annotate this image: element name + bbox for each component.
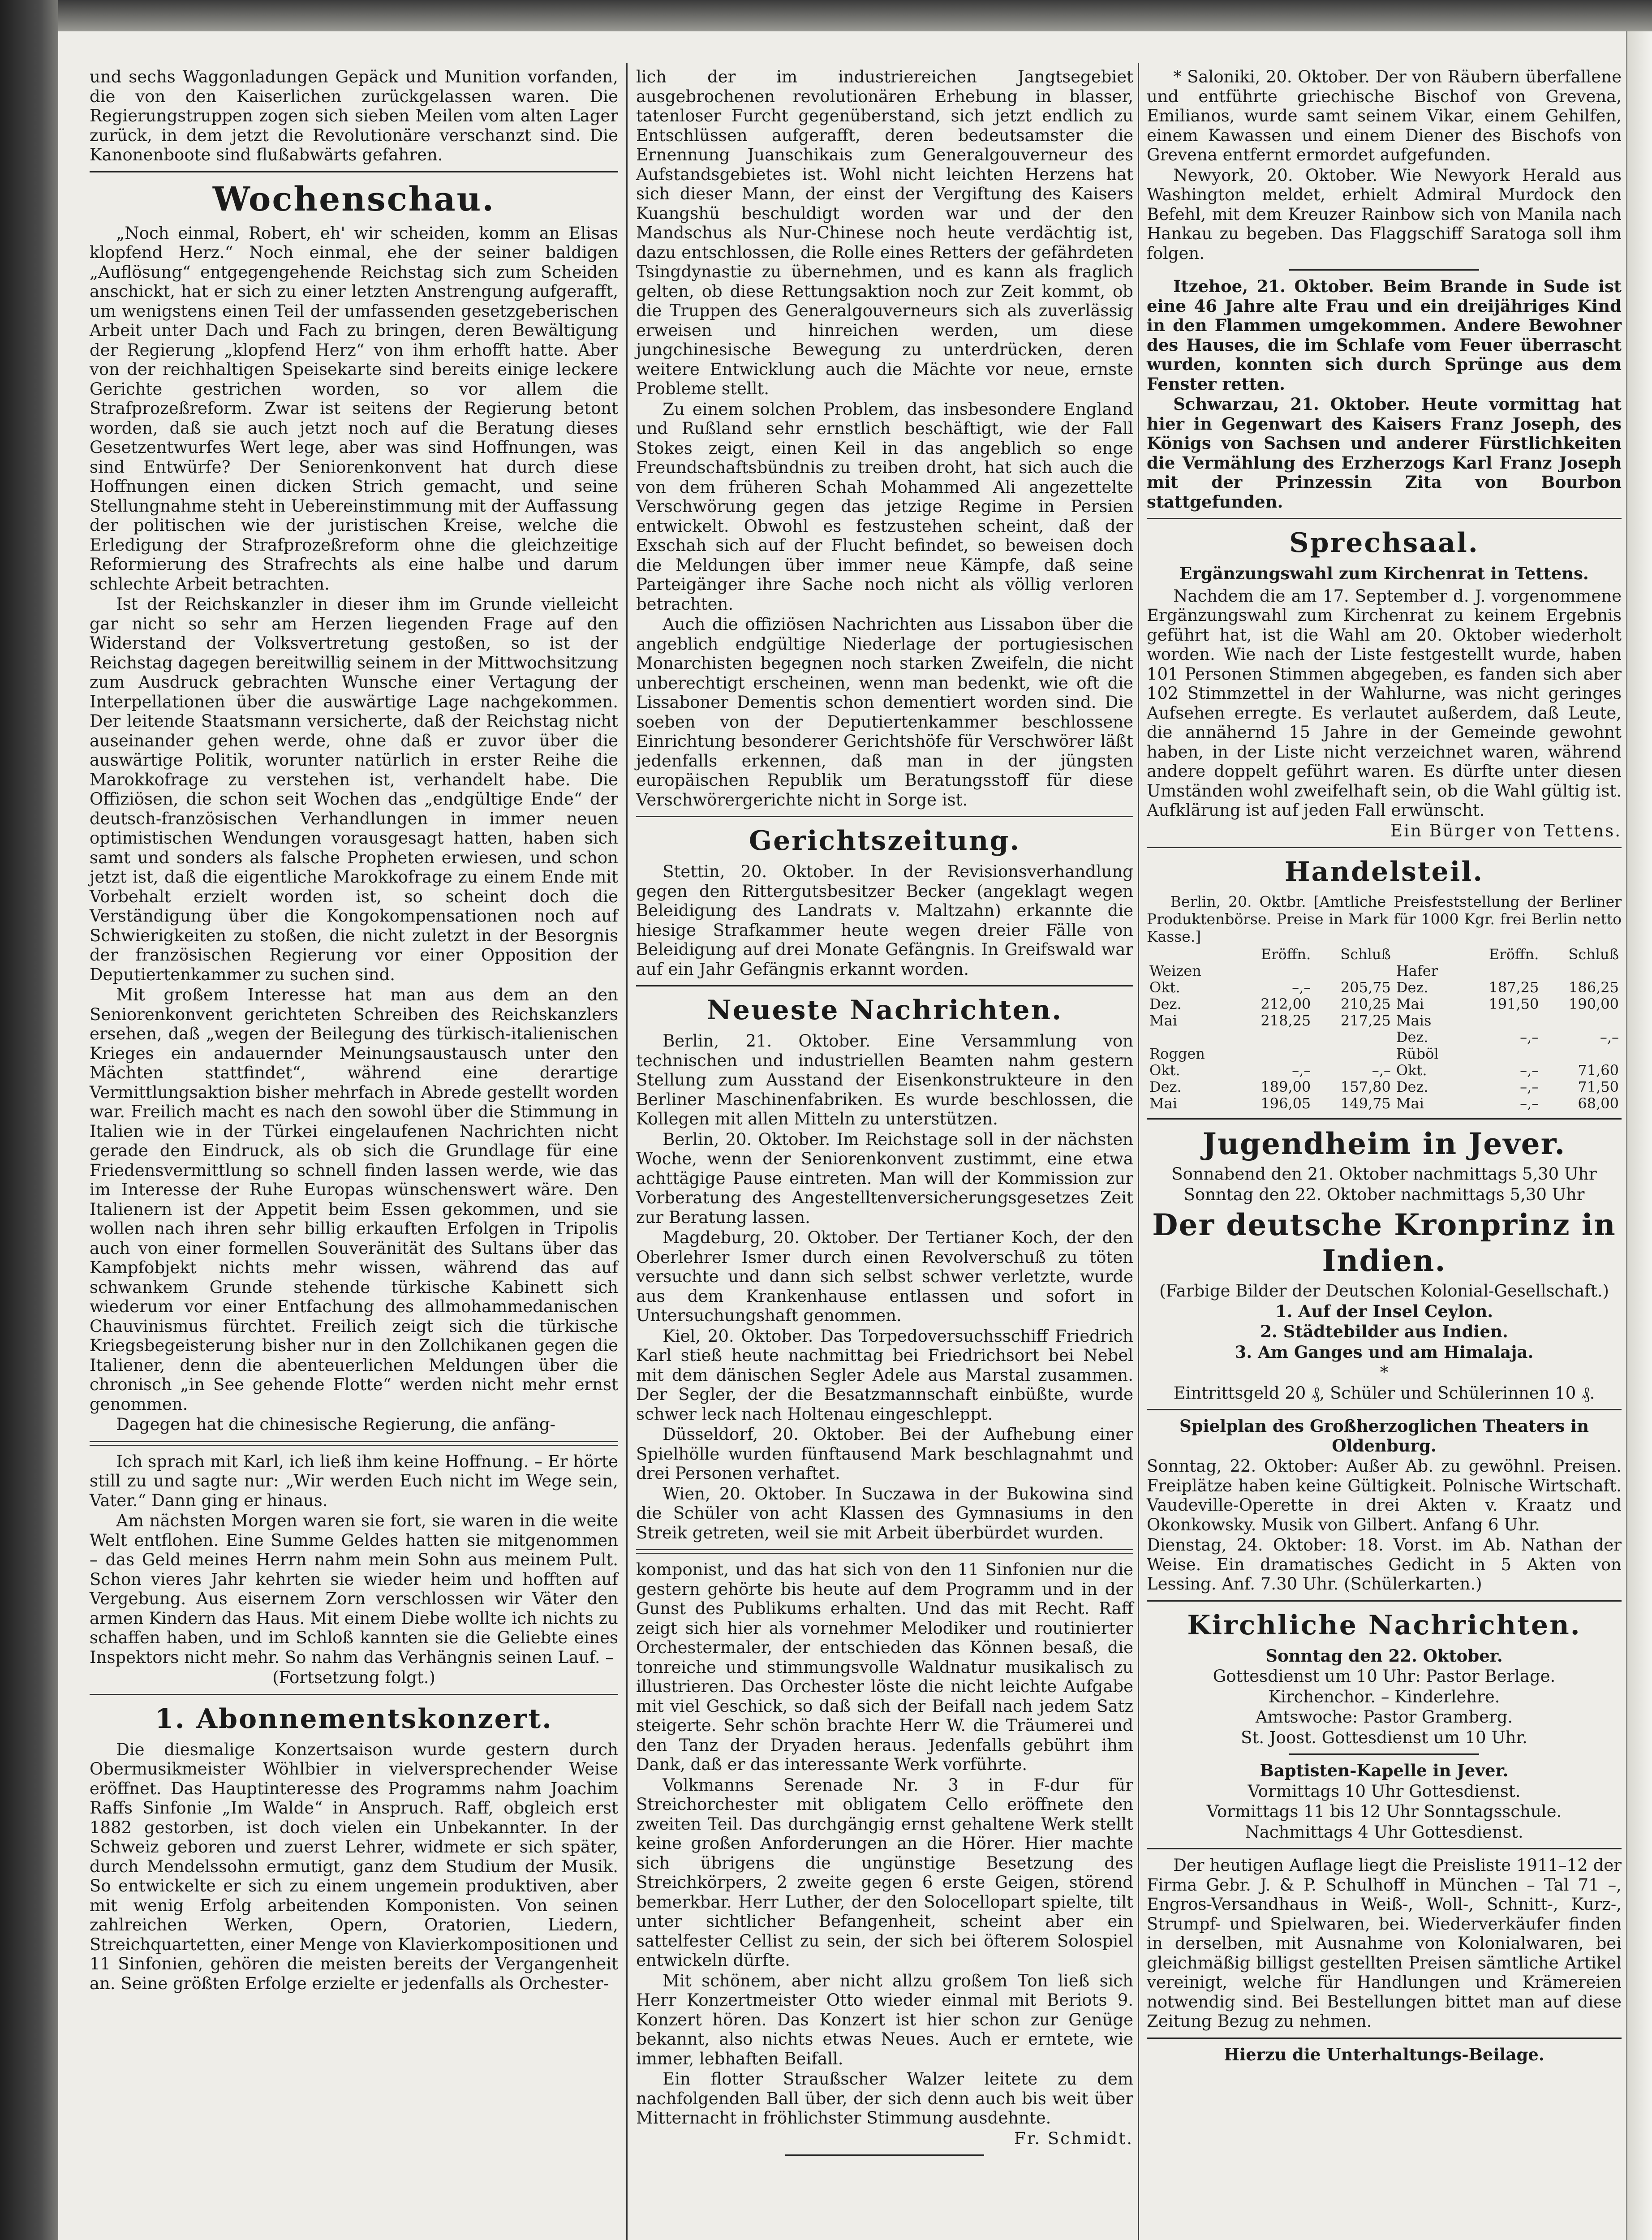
table-cell: Dez. [1396,1029,1428,1046]
table-cell: –,– [1520,1029,1539,1046]
table-cell: –,– [1292,1062,1311,1079]
table-header: Schluß [1340,946,1391,963]
table-cell: 157,80 [1340,1078,1391,1095]
table-cell: –,– [1520,1078,1539,1095]
table-cell: –,– [1520,1062,1539,1079]
theater-entry: Dienstag, 24. Oktober: 18. Vorst. im Ab. Nathan der Weise. Ein dramatisches Gedicht in 5 Akten von Lessing. Anf. 7.30 Uhr. (Schülerkarten.) [1147,1535,1622,1594]
section-heading-wochenschau: Wochenschau. [212,180,495,219]
price-table [1147,946,1622,1112]
ad-line: Sonnabend den 21. Oktober nachmittags 5,30 Uhr [1171,1164,1597,1184]
table-cell [1234,963,1314,979]
table-cell: Mai [1149,1012,1178,1029]
table-row [1147,1046,1622,1062]
table-cell [1234,1029,1314,1046]
section-rule [90,1694,618,1695]
church-line: Kirchenchor. – Kinderlehre. [1268,1687,1500,1706]
table-cell [1234,1046,1314,1062]
ad-line: Sonntag den 22. Oktober nachmittags 5,30 Uhr [1183,1185,1585,1204]
baptist-line: Vormittags 10 Uhr Gottesdienst. [1248,1781,1521,1801]
table-cell: Dez. [1396,979,1428,996]
paragraph: Auch die offiziösen Nachrichten aus Lissabon über die angeblich endgültige Niederlage der portugiesischen Monarchisten begegnen noch starken Zweifeln, die nicht unberechtigt erscheinen, wenn man bedenkt, wie oft die Lissaboner Dementis schon dementiert worden sind. Die soeben von der Deputiertenkammer beschlossene Einrichtung besonderer Gerichtshöfe für Verschwörer läßt jedenfalls erkennen, daß man in der jüngsten europäischen Republik um Beratungsstoff für diese Verschwörergerichte nicht in Sorge ist. [636,615,1133,810]
column-right [1147,67,1622,2065]
ad-title-jugendheim: Jugendheim in Jever. [1202,1126,1566,1161]
paragraph: Mit großem Interesse hat man aus dem an den Seniorenkonvent gerichteten Schreiben des Reichskanzlers ersehen, daß „wegen der Beilegung des türkisch-italienischen Krieges ein andauernder Meinungsaustausch unter den Mächten stattfindet“, während eine derartige Vermittlungsaktion bisher mehrfach in Abrede gestellt worden war. Freilich macht es nach den sowohl über die Stimmung in Italien wie in der Türkei eingelaufenen Nachrichten nicht gerade den Eindruck, als ob sich die Grundlage für eine Friedensvermittlung so schnell finden lassen werde, wie das im Interesse der Ruhe Europas wünschenswert wäre. Den Italienern ist der Appetit beim Essen gekommen, und sie wollen nach ihren sehr billig erkauften Erfolgen in Tripolis auch von einer formellen Souveränität des Sultans über das Kampfobjekt nichts mehr wissen, während das auf schwankem Grunde stehende türkische Kabinett sich wiederum vor einer Entfachung des allmohammedanischen Chauvinismus fürchtet. Freilich zeigt sich die türkische Kriegsbegeisterung bisher nur in den Zollchikanen gegen die Italiener, denn die abenteuerlichen Meldungen über die chronisch „in See gehende Flotte“ werden nicht mehr ernst genommen. [90,985,618,1414]
letter-signature: Ein Bürger von Tettens. [1390,821,1622,840]
table-row [1147,1029,1622,1046]
table-cell [1541,1012,1622,1029]
table-cell: 210,25 [1340,995,1391,1012]
table-cell: Dez. [1149,1078,1182,1095]
news-item: Wien, 20. Oktober. In Suczawa in der Bukowina sind die Schüler von acht Klassen des Gymnasiums in den Streik getreten, weil sie mit Arbeit überbürdet wurden. [636,1484,1133,1542]
table-cell: 190,00 [1569,995,1619,1012]
table-cell: 212,00 [1261,995,1311,1012]
section-rule [1147,847,1622,848]
news-item: Berlin, 21. Oktober. Eine Versammlung von technischen und industriellen Beamten nahm gestern Stellung zum Ausstand der Eisenkonstrukteure in den Berliner Maschinenfabriken. Es wurde beschlossen, die Kollegen mit allen Mitteln zu unterstützen. [636,1031,1133,1129]
column-middle [636,67,1133,2162]
section-rule [1147,1118,1622,1120]
table-row [1147,979,1622,996]
table-cell: Weizen [1149,962,1201,979]
paragraph: komponist, und das hat sich von den 11 Sinfonien nur die gestern gehörte bis heute auf dem Programm und in der Gunst des Publikums erhalten. Und das mit Recht. Raff zeigt sich hier als vornehmer Melodiker und routinierter Orchestermaler, der entschieden das Können besaß, die tonreiche und stimmungsvolle Waldnatur musikalisch zu illustrieren. Das Orchester löste die nicht leichte Aufgabe mit viel Geschick, so daß sich der Beifall nach jedem Satz steigerte. Sehr schön brachte Herr W. die Träumerei und den Tanz der Dryaden heraus. Jedenfalls gebührt ihm Dank, daß er das interessante Werk vorführte. [636,1560,1133,1774]
table-row [1147,996,1622,1012]
paragraph: Die diesmalige Konzertsaison wurde gestern durch Obermusikmeister Wöhlbier in vielversprechender Weise eröffnet. Das Hauptinteresse des Programms nahm Joachim Raffs Sinfonie „Im Walde“ in Anspruch. Raff, obgleich erst 1882 gestorben, ist doch vielen ein Unbekannter. In der Schweiz geboren und zuerst Lehrer, widmete er sich später, durch Mendelssohn ermutigt, ganz dem Studium der Musik. So entwickelte er sich zu einem ungemein produktiven, aber mit wenig Erfolg arbeitenden Komponisten. Von seinen zahlreichen Werken, Opern, Oratorien, Liedern, Streichquartetten, einer Menge von Klavierkompositionen und 11 Sinfonien, gehören die meisten bereits der Vergangenheit an. Seine größten Erfolge erzielte er jedenfalls als Orchester- [90,1740,618,1993]
table-cell [1541,1046,1622,1062]
table-cell: Mais [1396,1012,1432,1029]
table-cell: 71,60 [1578,1062,1619,1079]
table-header [1394,946,1462,963]
table-cell: Okt. [1149,1062,1180,1079]
table-header: Eröffn. [1261,946,1311,963]
supplement-notice: Der heutigen Auflage liegt die Preisliste 1911–12 der Firma Gebr. J. & P. Schulhoff in München – Tal 71 –, Engros-Versandhaus in Weiß-, Woll-, Schnitt-, Kurz-, Strumpf- und Spielwaren, bei. Wiederverkäufer finden in derselben, mit Ausnahme von Kolonialwaren, bei gleichmäßig billigst gestellten Preisen sämtliche Artikel vereinigt, welche für Handlungen und Krämereien notwendig sind. Bei Bestellungen bittet man auf diese Zeitung Bezug zu nehmen. [1147,1856,1622,2031]
section-heading-concert: 1. Abonnementskonzert. [155,1703,553,1735]
table-cell [1541,963,1622,979]
section-rule [1147,518,1622,519]
table-cell: Dez. [1396,1078,1428,1095]
section-rule [90,171,618,172]
table-cell: Dez. [1149,995,1182,1012]
table-row [1147,1079,1622,1095]
news-item-bold: Itzehoe, 21. Oktober. Beim Brande in Sude ist eine 46 Jahre alte Frau und ein dreijähriges Kind in den Flammen umgekommen. Andere Bewohner des Hauses, die im Schlafe vom Feuer überrascht wurden, konnten sich durch Sprünge aus dem Fenster retten. [1147,276,1622,394]
table-row [1147,963,1622,979]
table-cell [1462,1012,1542,1029]
news-item: Newyork, 20. Oktober. Wie Newyork Herald aus Washington meldet, erhielt Admiral Murdock den Befehl, mit dem Kreuzer Rainbow sich von Manila nach Hankau zu begeben. Das Flaggschiff Saratoga soll ihm folgen. [1147,165,1622,263]
section-rule [1147,1848,1622,1849]
scan-top-edge [58,0,1652,31]
book-spine [0,0,58,2240]
theater-heading: Spielplan des Großherzoglichen Theaters in Oldenburg. [1179,1416,1589,1456]
table-cell [1313,1029,1394,1046]
supplement-footer: Hierzu die Unterhaltungs-Beilage. [1224,2044,1544,2064]
table-cell: Okt. [1396,1062,1427,1079]
table-cell: Okt. [1149,979,1180,996]
ad-feature-title: Der deutsche Kronprinz in Indien. [1152,1207,1616,1278]
ad-star: * [1380,1363,1389,1382]
table-cell [1147,1029,1234,1046]
table-cell: Hafer [1396,962,1438,979]
table-cell [1462,1046,1542,1062]
ad-subtitle: (Farbige Bilder der Deutschen Kolonial-Gesellschaft.) [1159,1281,1609,1301]
price-intro: Berlin, 20. Oktbr. [Amtliche Preisfeststellung der Berliner Produktenbörse. Preise in Mark für 1000 Kgr. frei Berlin netto Kasse.] [1147,893,1622,945]
paragraph: Ein flotter Straußscher Walzer leitete zu dem nachfolgenden Ball über, der sich denn auch bis weit über Mitternacht in fröhlichster Stimmung ausdehnte. [636,2069,1133,2128]
news-item: Düsseldorf, 20. Oktober. Bei der Aufhebung einer Spielhölle wurden fünftausend Mark beschlagnahmt und drei Personen verhaftet. [636,1425,1133,1483]
section-heading-court: Gerichtszeitung. [749,825,1021,857]
end-rule [785,2154,984,2156]
baptist-line: Nachmittags 4 Uhr Gottesdienst. [1245,1822,1523,1842]
news-item: * Saloniki, 20. Oktober. Der von Räubern überfallene und entführte griechische Bischof von Grevena, Emilianos, wurde samt seinem Vikar, einem Gehilfen, einem Kawassen und einem Diener des Bischofs von Grevena entfernt ermordet aufgefunden. [1147,67,1622,164]
table-cell: 217,25 [1340,1012,1391,1029]
to-be-continued: (Fortsetzung folgt.) [272,1668,435,1687]
story-paragraph: Ich sprach mit Karl, ich ließ ihm keine Hoffnung. – Er hörte still zu und sagte nur: „Wir werden Euch nicht im Wege sein, Vater.“ Dann ging er hinaus. [90,1452,618,1510]
table-cell: 189,00 [1261,1078,1311,1095]
news-item-bold: Schwarzau, 21. Oktober. Heute vormittag hat hier in Gegenwart des Kaisers Franz Joseph, des Königs von Sachsen und anderer Fürstlichkeiten die Vermählung des Erzherzogs Karl Franz Joseph mit der Prinzessin Zita von Bourbon stattgefunden. [1147,394,1622,512]
paragraph: Stettin, 20. Oktober. In der Revisionsverhandlung gegen den Rittergutsbesitzer Becker (angeklagt wegen Beleidigung des Landrats v. Maltzahn) erkannte die hiesige Strafkammer heute wegen dreier Fälle von Beleidigung auf drei Monate Gefängnis. In Greifswald war auf ein Jahr Gefängnis erkannt worden. [636,862,1133,979]
church-line: Sonntag den 22. Oktober. [1265,1646,1503,1666]
church-joost: St. Joost. Gottesdienst um 10 Uhr. [1241,1727,1527,1747]
section-heading-trade: Handelsteil. [1284,856,1484,887]
table-cell: 218,25 [1261,1012,1311,1029]
story-paragraph: Am nächsten Morgen waren sie fort, sie waren in die weite Welt entflohen. Eine Summe Geldes hatten sie mitgenommen – das Geld meines Herrn nahm mein Sohn aus meinem Pult. Schon vieres Jahr kehrten sie wieder heim und hofften auf Vergebung. Aus eisernem Zorn verschlossen wir Väter den armen Kindern das Haus. Mit einem Diebe wollte ich nichts zu schaffen haben, und im Schloß kannten sie die Geliebte eines Inspektors nicht mehr. So nahm das Verhängnis seinen Lauf. – [90,1511,618,1667]
table-cell: Rüböl [1396,1045,1439,1062]
table-cell: –,– [1520,1095,1539,1112]
news-item: Magdeburg, 20. Oktober. Der Tertianer Koch, der den Oberlehrer Ismer durch einen Revolverschuß zu töten versuchte und dann sich selbst schwer verletzte, wurde aus dem Krankenhause entlassen und sofort in Untersuchungshaft genommen. [636,1228,1133,1325]
paragraph: Zu einem solchen Problem, das insbesondere England und Rußland sehr ernstlich beschäftigt, wie der Fall Stokes zeigt, einen Keil in das angeblich so enge Freundschaftsbündnis zu treiben droht, hat sich auch die von dem früheren Schah Mohammed Ali angezettelte Verschwörung gegen das jetzige Regime in Persien entwickelt. Obwohl es festzustehen scheint, daß der Exschah sich auf der Flucht befindet, so beweisen doch die Meldungen über immer neue Kämpfe, daß seine Parteigänger ihre Sache noch nicht als völlig verloren betrachten. [636,399,1133,614]
table-cell: –,– [1292,979,1311,996]
section-heading-sprechsaal: Sprechsaal. [1289,527,1479,559]
column-rule [626,63,628,2240]
short-rule [1289,269,1479,271]
table-cell [1462,963,1542,979]
paragraph: Nachdem die am 17. September d. J. vorgenommene Ergänzungswahl zum Kirchenrat zu keinem Ergebnis geführt hat, ist die Wahl am 20. Oktober wiederholt worden. Wie nach der Liste festgestellt wurde, haben 101 Personen Stimmen abgegeben, es fanden sich aber 102 Stimmzettel in der Wahlurne, was nicht geringes Aufsehen erregte. Es verlautet außerdem, daß Leute, die annähernd 15 Jahre in der Gemeinde gewohnt haben, in der Liste nicht verzeichnet waren, während andere doppelt geführt waren. Es dürfte unter diesen Umständen wohl zweifelhaft sein, ob die Wahl gültig ist. Aufklärung ist auf jeden Fall erwünscht. [1147,586,1622,820]
table-cell: 186,25 [1569,979,1619,996]
church-line: Gottesdienst um 10 Uhr: Pastor Berlage. [1213,1667,1556,1686]
table-cell: 205,75 [1340,979,1391,996]
paragraph: Dagegen hat die chinesische Regierung, die anfäng- [116,1415,556,1434]
baptist-line: Vormittags 11 bis 12 Uhr Sonntagsschule. [1206,1802,1562,1821]
news-item: Berlin, 20. Oktober. Im Reichstage soll in der nächsten Woche, wenn der Seniorenkonvent zustimmt, eine etwa achttägige Pause eintreten. Man will der Kommission zur Vorberatung des Angestelltenversicherungsgesetzes Zeit zur Beratung lassen. [636,1129,1133,1227]
table-cell: Mai [1149,1095,1178,1112]
table-cell: 68,00 [1578,1095,1619,1112]
table-header: Schluß [1568,946,1619,963]
table-cell: 196,05 [1261,1095,1311,1112]
short-rule [1289,1753,1479,1755]
ad-item: 2. Städtebilder aus Indien. [1260,1322,1508,1341]
table-cell: –,– [1372,1062,1391,1079]
ad-fee: Eintrittsgeld 20 ₰, Schüler und Schülerinnen 10 ₰. [1173,1383,1595,1403]
table-row [1147,1062,1622,1079]
baptist-line: Baptisten-Kapelle in Jever. [1260,1761,1509,1780]
article-continuation: und sechs Waggonladungen Gepäck und Munition vorfanden, die von den Kaiserlichen zurückgelassen waren. Die Regierungstruppen zogen sich sieben Meilen vom alten Lager zurück, in dem jetzt die Revolutionäre verschanzt sind. Die Kanonenboote sind flußabwärts gefahren. [90,67,618,164]
table-cell: 149,75 [1340,1095,1391,1112]
paragraph: Volkmanns Serenade Nr. 3 in F-dur für Streichorchester mit obligatem Cello eröffnete den zweiten Teil. Das durchgängig ernst gehaltene Werk stellt keine großen Anforderungen an die Hörer. Hier machte sich übrigens die ungünstige Besetzung des Streichkörpers, 2 zweite gegen 6 erste Geigen, störend bemerkbar. Herr Luther, der den Solocellopart spielte, tilt unter sichtlicher Befangenheit, scheint aber ein sattelfester Cellist zu sein, der sich bei öfterem Solospiel entwickeln dürfte. [636,1775,1133,1970]
paragraph: „Noch einmal, Robert, eh' wir scheiden, komm an Elisas klopfend Herz.“ Noch einmal, ehe der seiner baldigen „Auflösung“ entgegengehende Reichstag sich zum Scheiden anschickt, hat er sich zu einer letzten Anstrengung aufgerafft, um wenigstens einen Teil der umfassenden gesetzgeberischen Arbeit unter Dach und Fach zu bringen, deren Bewältigung der Regierung „klopfend Herz“ von ihm erhofft hatte. Aber von der reichhaltigen Speisekarte sind bereits einige leckere Gerichte gestrichen worden, so vor allem die Strafprozeßreform. Zwar ist seitens der Regierung betont worden, daß sie auch jetzt noch auf die Beratung dieses Gesetzentwurfes Wert lege, aber was sind Hoffnungen, was sind Entwürfe? Der Seniorenkonvent hat durch diese Hoffnungen einen dicken Strich gemacht, und seine Stellungnahme steht in Uebereinstimmung mit der Auffassung der politischen wie der juristischen Kreise, welche die Erledigung der Strafprozeßreform ohne die gleichzeitige Reformierung des Strafrechts als eine halbe und darum schlechte Arbeit betrachten. [90,223,618,594]
section-rule [1147,1600,1622,1602]
author-signature: Fr. Schmidt. [1014,2128,1133,2148]
column-left [90,67,618,1994]
paragraph: Mit schönem, aber nicht allzu großem Ton ließ sich Herr Konzertmeister Otto wieder einmal mit Beriots 9. Konzert hören. Das Konzert ist hier schon zur Genüge bekannt, also nichts etwas Neues. Auch er erntete, wie immer, lebhaften Beifall. [636,1971,1133,2068]
table-cell [1313,963,1394,979]
table-cell: 191,50 [1489,995,1539,1012]
price-table-body [1147,963,1622,1112]
table-row [1147,1095,1622,1112]
table-header-row [1147,946,1622,963]
column-rule [1138,63,1139,2240]
table-cell: 71,50 [1578,1078,1619,1095]
news-item: Kiel, 20. Oktober. Das Torpedoversuchsschiff Friedrich Karl stieß heute nachmittag bei Friedrichsort bei Nebel mit dem dänischen Segler Adele aus Marstal zusammen. Der Segler, der die Besatzmannschaft einbüßte, wurde schwer leck nach Holtenau eingeschleppt. [636,1326,1133,1424]
sprechsaal-subheading: Ergänzungswahl zum Kirchenrat in Tettens. [1179,564,1589,583]
section-rule [636,985,1133,986]
feuilleton-rule [90,1441,618,1446]
section-rule [1147,2038,1622,2039]
section-heading-latest-news: Neueste Nachrichten. [706,995,1063,1026]
table-cell [1313,1046,1394,1062]
ad-item: 1. Auf der Insel Ceylon. [1275,1301,1493,1321]
table-cell: Roggen [1149,1045,1205,1062]
table-header: Eröffn. [1489,946,1539,963]
paragraph: Ist der Reichskanzler in dieser ihm im Grunde vielleicht gar nicht so sehr am Herzen liegenden Frage auf den Widerstand der Volksvertretung gestoßen, so ist der Reichstag dagegen bereitwillig seinem in der Mittwochsitzung zum Ausdruck gebrachten Wunsche einer Vertagung der Interpellationen über die auswärtige Lage nachgekommen. Der leitende Staatsmann versicherte, daß der Reichstag nicht auseinander gehen werde, ohne daß er zuvor über die auswärtige Politik, worunter natürlich in erster Reihe die Marokkofrage zu verstehen ist, verhandelt habe. Die Offiziösen, die schon seit Wochen das „endgültige Ende“ der deutsch-französischen Verhandlungen in immer neuen optimistischen Wendungen vorausgesagt hatten, haben sich samt und sonders als falsche Propheten erwiesen, und schon jetzt ist, daß die eigentliche Marokkofrage zu einem Ende mit Vorbehalt erzielt worden ist, so scheint doch die Verständigung über die Kongokompensationen noch auf Schwierigkeiten zu stoßen, die nicht zuletzt in der Besorgnis der französischen Regierung vor einer Opposition der Deputiertenkammer zu suchen sind. [90,594,618,984]
section-rule [636,816,1133,817]
paragraph: lich der im industriereichen Jangtsegebiet ausgebrochenen revolutionären Erhebung in blasser, tatenloser Furcht gegenüberstand, sich jetzt endlich zu Entschlüssen aufgerafft, deren bedeutsamster die Ernennung Juanschikais zum Generalgouverneur des Aufstandsgebietes ist. Wohl nicht leichten Herzens hat sich dieser Mann, der einst der Vergiftung des Kaisers Kuangshü beschuldigt worden war und der den Mandschus als Nur-Chinese noch heute verdächtig ist, dazu entschlossen, die Rolle eines Retters der gefährdeten Tsingdynastie zu übernehmen, und es kann als fraglich gelten, ob diese Rettungsaktion noch zur Zeit kommt, ob die Truppen des Generalgouverneurs sich als zuverlässig erweisen und hinreichen werden, um diese jungchinesische Bewegung zu unterdrücken, deren weitere Entwicklung auch die Mächte vor neue, ernste Probleme stellt. [636,67,1133,398]
theater-entry: Sonntag, 22. Oktober: Außer Ab. zu gewöhnl. Preisen. Freiplätze haben keine Gültigkeit. Polnische Wirtschaft. Vaudeville-Operette in drei Akten v. Kraatz und Okonkowsky. Musik von Gilbert. Anfang 6 Uhr. [1147,1456,1622,1534]
page-stack-edge [1626,31,1652,2240]
section-rule [1147,1409,1622,1410]
ad-item: 3. Am Ganges und am Himalaja. [1235,1342,1534,1362]
table-cell: Mai [1396,995,1424,1012]
table-cell: 187,25 [1489,979,1539,996]
section-heading-church: Kirchliche Nachrichten. [1187,1609,1581,1641]
feuilleton-rule [636,1549,1133,1554]
table-cell: Mai [1396,1095,1424,1112]
table-cell: –,– [1600,1029,1619,1046]
church-line: Amtswoche: Pastor Gramberg. [1255,1707,1513,1727]
table-header [1147,946,1234,963]
table-row [1147,1012,1622,1029]
